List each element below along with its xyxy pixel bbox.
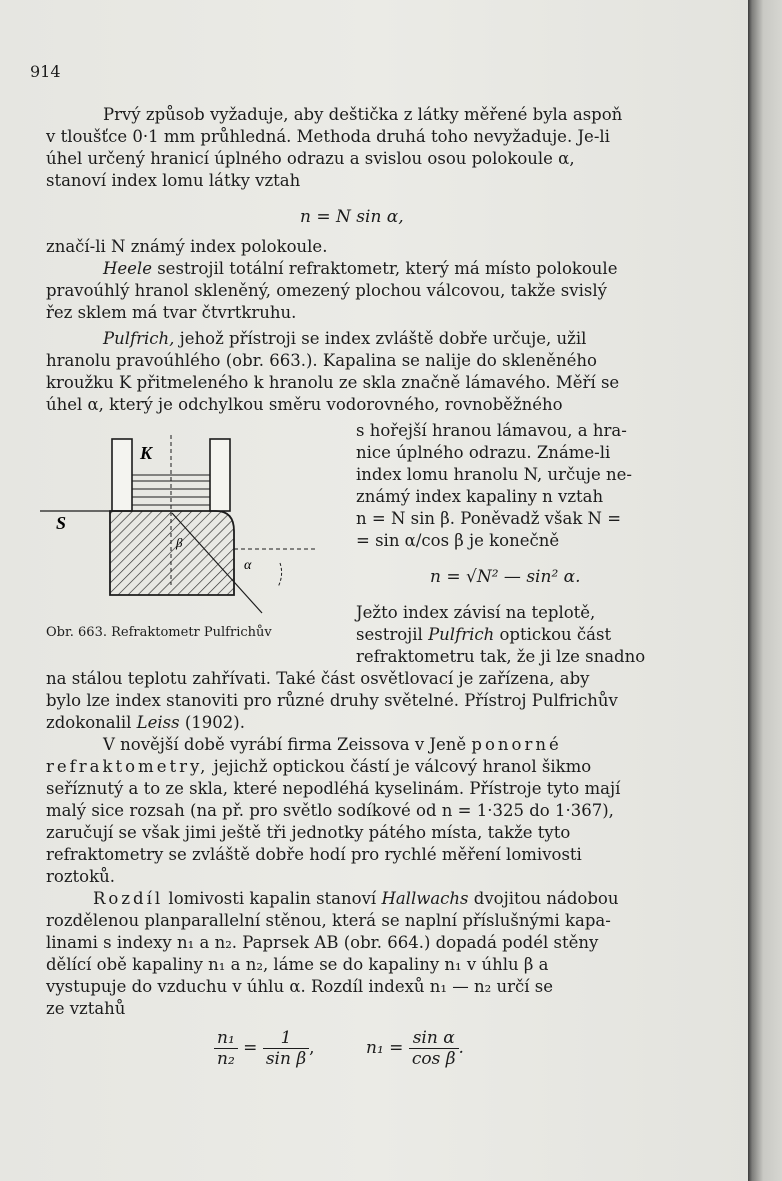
denominator: n₂ bbox=[217, 1049, 235, 1069]
text-line: roztoků. bbox=[46, 867, 115, 886]
page-number: 914 bbox=[30, 62, 61, 81]
fraction bbox=[214, 1028, 238, 1069]
text-span: V novější době vyrábí firma Zeissova v Jeně bbox=[103, 735, 472, 754]
label-S: S bbox=[56, 513, 67, 533]
text-span: optickou část bbox=[494, 625, 612, 644]
ring-wall-left bbox=[112, 439, 132, 511]
text-span: jejichž optickou částí je válcový hranol šikmo bbox=[208, 757, 592, 776]
text-line: úhel určený hranicí úplného odrazu a svislou osou polokoule α, bbox=[46, 149, 575, 168]
text-line: známý index kapaliny n vztah bbox=[356, 487, 604, 506]
book-spine bbox=[748, 0, 782, 1181]
text-line: n = N sin β. Poněvadž však N = bbox=[356, 509, 622, 528]
comma: , bbox=[309, 1038, 315, 1058]
text-line: řez sklem má tvar čtvrtkruhu. bbox=[46, 303, 297, 322]
numerator: sin α bbox=[409, 1028, 459, 1049]
numerator: 1 bbox=[263, 1028, 309, 1049]
text-line: zaručují se však jimi ještě tři jednotky pátého místa, takže tyto bbox=[46, 823, 571, 842]
text-line: na stálou teplotu zahřívati. Také část osvětlovací je zařízena, aby bbox=[46, 669, 590, 688]
text-line bbox=[103, 258, 617, 280]
text-span: dvojitou nádobou bbox=[468, 889, 619, 908]
spaced-term: refraktometry, bbox=[46, 757, 209, 776]
author-name: Heele bbox=[103, 259, 152, 278]
ring-wall-right bbox=[210, 439, 230, 511]
formula-n-sqrt: n = √N² — sin² α. bbox=[430, 567, 581, 587]
text-line: Ježto index závisí na teplotě, bbox=[356, 603, 596, 622]
label-K: K bbox=[140, 443, 153, 463]
text-line bbox=[103, 734, 562, 756]
text-line bbox=[46, 756, 591, 778]
text-line: seříznutý a to ze skla, které nepodléhá kyselinám. Přístroje tyto mají bbox=[46, 779, 621, 798]
text-line bbox=[103, 328, 586, 350]
denominator: sin β bbox=[265, 1049, 307, 1069]
text-line: bylo lze index stanoviti pro různé druhy světelné. Přístroj Pulfrichův bbox=[46, 691, 618, 710]
label-alpha: α bbox=[244, 558, 252, 573]
spaced-term: Rozdíl bbox=[93, 889, 164, 908]
fraction bbox=[263, 1028, 309, 1069]
text-line: Prvý způsob vyžaduje, aby deštička z látky měřené byla aspoň bbox=[103, 105, 623, 124]
numerator: n₁ bbox=[214, 1028, 238, 1049]
text-line: index lomu hranolu N, určuje ne- bbox=[356, 465, 632, 484]
text-span: zdokonalil bbox=[46, 713, 137, 732]
text-line bbox=[93, 888, 619, 910]
text-line: hranolu pravoúhlého (obr. 663.). Kapalina se nalije do skleněného bbox=[46, 351, 597, 370]
fraction bbox=[409, 1028, 459, 1069]
angle-arc bbox=[278, 563, 282, 587]
equation-n1 bbox=[366, 1028, 464, 1069]
text-line: rozdělenou planparallelní stěnou, která se naplní příslušnými kapa- bbox=[46, 911, 611, 930]
text-line bbox=[356, 624, 611, 646]
equation-lhs: n₁ = bbox=[366, 1038, 404, 1058]
refractometer-figure bbox=[40, 425, 330, 625]
spaced-term: ponorné bbox=[471, 735, 562, 754]
text-line bbox=[46, 712, 245, 734]
text-line: ze vztahů bbox=[46, 999, 126, 1018]
text-line: = sin α/cos β je konečně bbox=[356, 531, 560, 550]
text-line: kroužku K přitmeleného k hranolu ze skla značně lámavého. Měří se bbox=[46, 373, 620, 392]
text-line: refraktometry se zvláště dobře hodí pro rychlé měření lomivosti bbox=[46, 845, 582, 864]
text-line: úhel α, který je odchylkou směru vodorovného, rovnoběžného bbox=[46, 395, 563, 414]
text-span: sestrojil bbox=[356, 625, 429, 644]
text-line: pravoúhlý hranol skleněný, omezený plochou válcovou, takže svislý bbox=[46, 281, 607, 300]
equals-sign: = bbox=[243, 1038, 258, 1058]
text-span: jehož přístroji se index zvláště dobře určuje, užil bbox=[174, 329, 587, 348]
text-line: nice úplného odrazu. Známe-li bbox=[356, 443, 611, 462]
author-name: Pulfrich bbox=[428, 625, 495, 644]
period: . bbox=[458, 1038, 464, 1058]
text-line: značí-li N známý index polokoule. bbox=[46, 237, 328, 256]
figure-caption: Obr. 663. Refraktometr Pulfrichův bbox=[46, 625, 272, 640]
text-line: dělící obě kapaliny n₁ a n₂, láme se do kapaliny n₁ v úhlu β a bbox=[46, 955, 549, 974]
text-line: stanoví index lomu látky vztah bbox=[46, 171, 301, 190]
text-line: vystupuje do vzduchu v úhlu α. Rozdíl indexů n₁ — n₂ určí se bbox=[46, 977, 554, 996]
text-line: refraktometru tak, že ji lze snadno bbox=[356, 647, 646, 666]
text-span: sestrojil totální refraktometr, který má místo polokoule bbox=[151, 259, 618, 278]
label-beta: β bbox=[176, 535, 183, 550]
author-name: Hallwachs bbox=[381, 889, 469, 908]
author-name: Pulfrich, bbox=[103, 329, 175, 348]
text-line: s hořejší hranou lámavou, a hra- bbox=[356, 421, 627, 440]
text-line: linami s indexy n₁ a n₂. Paprsek AB (obr. 664.) dopadá podél stěny bbox=[46, 933, 599, 952]
text-line: malý sice rozsah (na př. pro světlo sodíkové od n = 1·325 do 1·367), bbox=[46, 801, 614, 820]
denominator: cos β bbox=[411, 1049, 456, 1069]
author-name: Leiss bbox=[136, 713, 180, 732]
equation-ratio bbox=[214, 1028, 315, 1069]
text-span: (1902). bbox=[179, 713, 245, 732]
text-line: v tloušťce 0·1 mm průhledná. Methoda druhá toho nevyžaduje. Je-li bbox=[46, 127, 610, 146]
prism bbox=[110, 511, 234, 595]
text-span: lomivosti kapalin stanoví bbox=[163, 889, 382, 908]
formula-n-nsin: n = N sin α, bbox=[300, 207, 404, 227]
